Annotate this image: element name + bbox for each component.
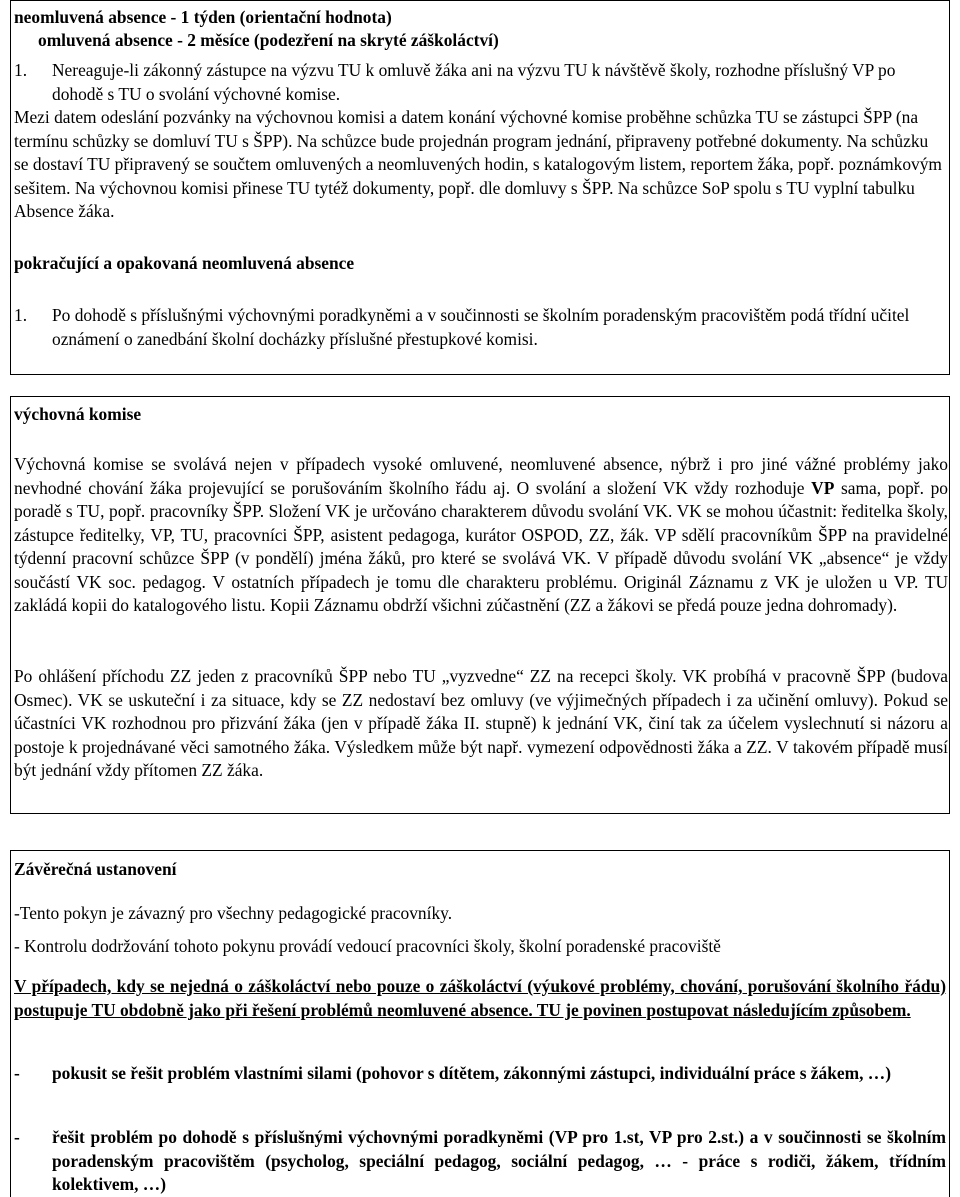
p1-text-before: Výchovná komise se svolává nejen v případech vysoké omluvené, neomluvené absence, nýbrž i pro jiné vážné problémy jako nevhodné chování žáka projevující se porušováním školního řádu aj. O svolání a složení VK vždy rozhoduje: [14, 454, 948, 498]
p1-text-after: sama, popř. po poradě s TU, popř. pracovníky ŠPP. Složení VK je určováno charakterem důvodu svolání VK. VK se mohou účastnit: ředitelka školy, zástupce ředitelky, VP, TU, pracovníci ŠPP, asistent pedagoga, kurátor OSPOD, ZZ, žák. VP sdělí pracovníkům ŠPP na pravidelné týdenní pracovní schůzce ŠPP (v pondělí) jména žáků, pro které se svolává VK. V případě důvodu svolání VK „absence“ je vždy součástí VK soc. pedagog. V ostatních případech je tomu dle charakteru problému. Originál Záznamu z VK je uložen u VP. TU zakládá kopii do katalogového listu. Kopii Záznamu obdrží všichni zúčastnění (ZZ a žákovi se předá pouze jedna dohromady).: [14, 477, 948, 615]
vychovna-komise-paragraph1: [14, 453, 948, 618]
item1-number: 1.: [14, 60, 28, 80]
item2-number: 1.: [14, 305, 28, 325]
item1-text: Nereaguje-li zákonný zástupce na výzvu TU k omluvě žáka ani na výzvu TU k návštěvě školy, rozhodne příslušný VP po dohodě s TU o svolání výchovné komise.: [52, 60, 896, 104]
pokracujici-absence-title: pokračující a opakovaná neomluvená absence: [14, 253, 355, 273]
vychovna-komise-title: výchovná komise: [14, 404, 142, 424]
bullet2-text: řešit problém po dohodě s příslušnými výchovnými poradkyněmi (VP pro 1.st, VP pro 2.st.) a v součinnosti se školním poradenským pracovištěm (psycholog, speciální pedagog, sociální pedagog, … - práce s rodiči, žákem, třídním kolektivem, …): [52, 1127, 946, 1194]
zaverecna-line2: - Kontrolu dodržování tohoto pokynu provádí vedoucí pracovníci školy, školní poradenské pracoviště: [14, 936, 721, 956]
bullet2-marker: -: [14, 1127, 20, 1147]
omluvena-absence-line: omluvená absence - 2 měsíce (podezření na skryté záškoláctví): [38, 30, 499, 50]
zaverecna-ustanoveni-title: Závěrečná ustanovení: [14, 859, 177, 879]
zaverecna-underlined-paragraph: V případech, kdy se nejedná o záškoláctví nebo pouze o záškoláctví (výukové problémy, chování, porušování školního řádu) postupuje TU obdobně jako při řešení problémů neomluvené absence. TU je povinen postupovat následujícím způsobem.: [14, 976, 946, 1020]
vychovna-komise-paragraph2: Po ohlášení příchodu ZZ jeden z pracovníků ŠPP nebo TU „vyzvedne“ ZZ na recepci školy. VK probíhá v pracovně ŠPP (budova Osmec). VK se uskuteční i za situace, kdy se ZZ nedostaví bez omluvy (ve výjimečných případech i za učinění omluvy). Pokud se účastníci VK rozhodnou pro přizvání žáka (jen v případě žáka II. stupně) k jednání VK, činí tak za účelem vyslechnutí si názoru a postoje k projednávané věci samotného žáka. Výsledkem může být např. vymezení odpovědnosti žáka a ZZ. V takovém případě musí být jednání vždy přítomen ZZ žáka.: [14, 666, 948, 780]
item2-text: Po dohodě s příslušnými výchovnými poradkyněmi a v součinnosti se školním poradenským pracovištěm podá třídní učitel oznámení o zanedbání školní docházky příslušné přestupkové komisi.: [52, 305, 910, 349]
vp-emphasis: VP: [811, 477, 835, 498]
bullet1-text: pokusit se řešit problém vlastními silami (pohovor s dítětem, zákonnými zástupci, individuální práce s žákem, …): [52, 1063, 891, 1083]
neomluvena-absence-line: neomluvená absence - 1 týden (orientační hodnota): [14, 7, 392, 27]
zaverecna-line1: -Tento pokyn je závazný pro všechny pedagogické pracovníky.: [14, 903, 453, 923]
schuzka-paragraph: Mezi datem odeslání pozvánky na výchovnou komisi a datem konání výchovné komise proběhne schůzka TU se zástupci ŠPP (na termínu schůzky se domluví TU s ŠPP). Na schůzce bude projednán program jednání, připraveny potřebné dokumenty. Na schůzku se dostaví TU připravený se součtem omluvených a neomluvených hodin, s katalogovým listem, reportem žáka, popř. poznámkovým sešitem. Na výchovnou komisi přinese TU tytéž dokumenty, popř. dle domluvy s ŠPP. Na schůzce SoP spolu s TU vyplní tabulku Absence žáka.: [14, 107, 942, 221]
bullet1-marker: -: [14, 1063, 20, 1083]
